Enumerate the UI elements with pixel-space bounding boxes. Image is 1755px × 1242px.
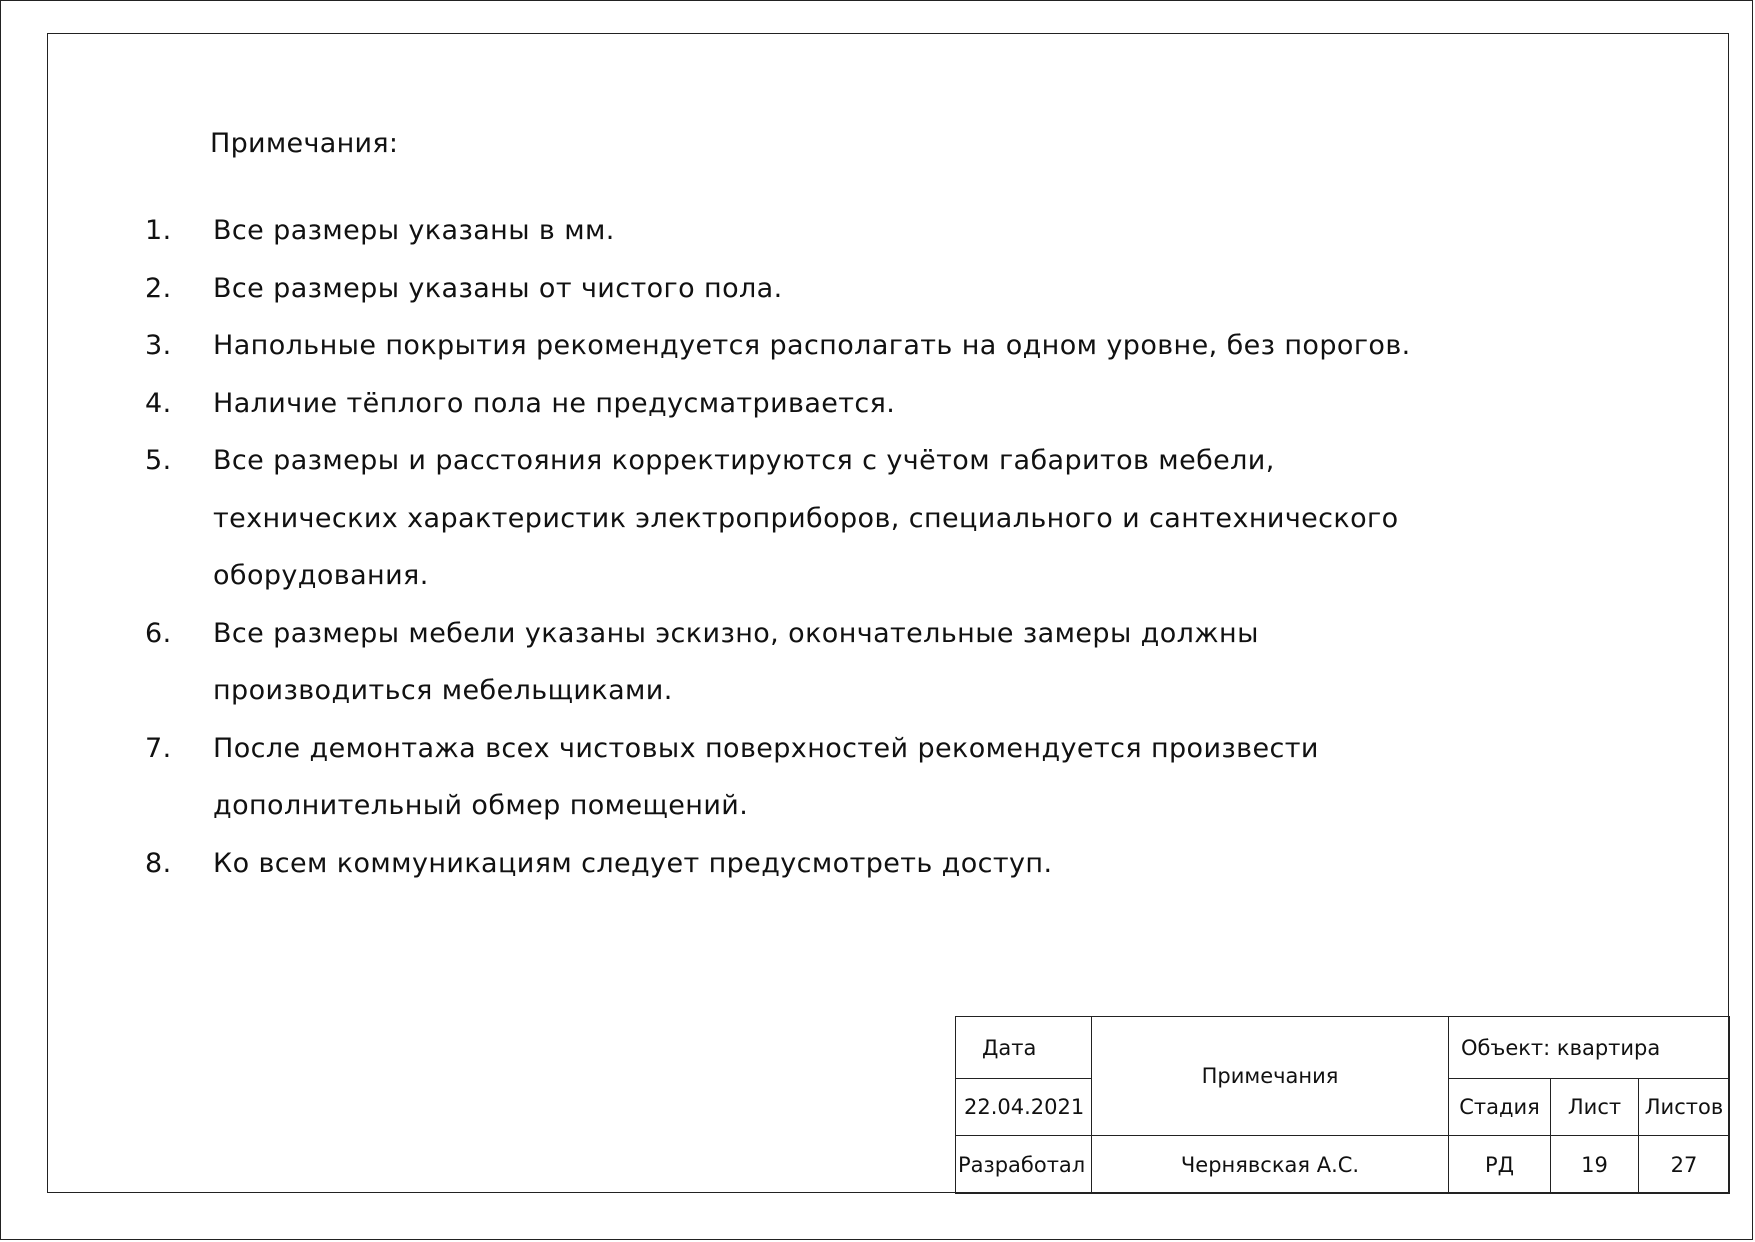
note-text: Все размеры и расстояния корректируются с учётом габаритов мебели, технических характеристик электроприборов, специального и сантехнического оборудования.	[213, 445, 1399, 591]
note-item	[145, 835, 1445, 893]
sheets-label: Листов	[1639, 1079, 1730, 1136]
date-value: 22.04.2021	[956, 1079, 1092, 1136]
note-number: 6.	[145, 617, 172, 649]
note-item	[145, 317, 1445, 375]
date-label: Дата	[956, 1017, 1092, 1079]
note-item	[145, 432, 1403, 605]
note-text: Напольные покрытия рекомендуется располагать на одном уровне, без порогов.	[213, 330, 1411, 361]
object-label: Объект: квартира	[1449, 1017, 1730, 1079]
stage-label: Стадия	[1449, 1079, 1551, 1136]
note-number: 2.	[145, 272, 172, 304]
note-text: Наличие тёплого пола не предусматривается.	[213, 387, 896, 419]
notes-heading: Примечания:	[210, 128, 399, 159]
developer-name: Чернявская А.С.	[1092, 1136, 1449, 1194]
developer-label: Разработал	[956, 1136, 1092, 1194]
note-number: 5.	[145, 445, 172, 476]
note-text: После демонтажа всех чистовых поверхностей рекомендуется произвести дополнительный обмер помещений.	[213, 732, 1319, 821]
note-item	[145, 605, 1263, 720]
note-text: Ко всем коммуникациям следует предусмотреть доступ.	[213, 847, 1053, 879]
note-text: Все размеры мебели указаны эскизно, окончательные замеры должны производиться мебельщиками.	[213, 617, 1259, 706]
sheet-value: 19	[1551, 1136, 1639, 1194]
note-number: 4.	[145, 387, 172, 419]
notes-list	[145, 202, 1445, 892]
sheet-title: Примечания	[1092, 1017, 1449, 1136]
note-text: Все размеры указаны в мм.	[213, 215, 615, 246]
note-item	[145, 260, 1445, 318]
note-number: 7.	[145, 732, 172, 764]
note-number: 3.	[145, 330, 172, 361]
note-item	[145, 720, 1343, 835]
note-number: 1.	[145, 215, 172, 246]
stage-value: РД	[1449, 1136, 1551, 1194]
sheets-value: 27	[1639, 1136, 1730, 1194]
note-number: 8.	[145, 847, 172, 879]
sheet-label: Лист	[1551, 1079, 1639, 1136]
note-text: Все размеры указаны от чистого пола.	[213, 272, 783, 304]
title-block	[955, 1016, 1730, 1194]
note-item	[145, 202, 1445, 260]
note-item	[145, 375, 1445, 433]
